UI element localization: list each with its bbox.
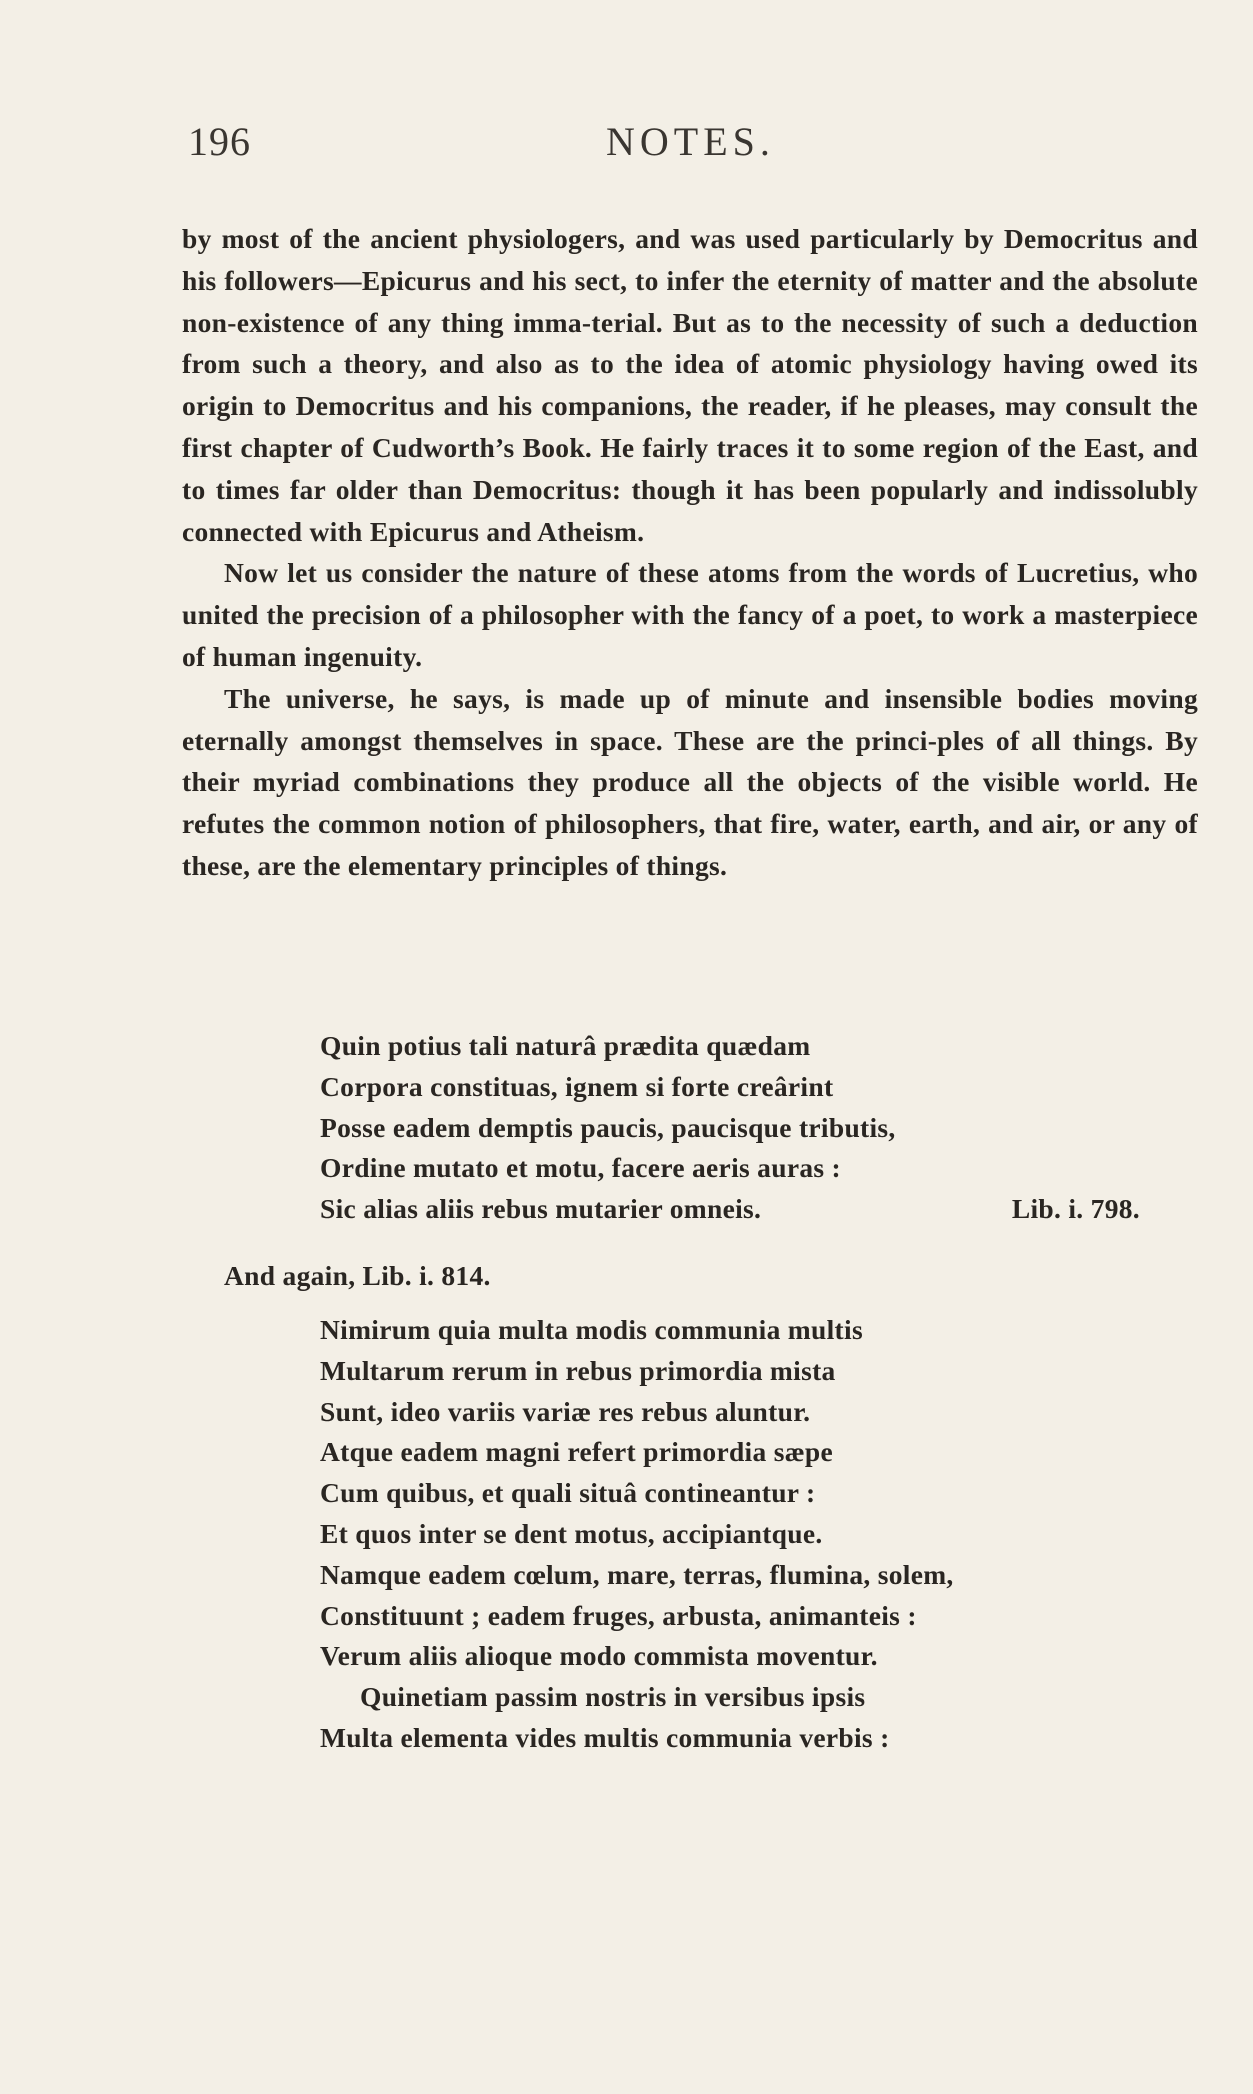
verse-line: Corpora constituas, ignem si forte creârint [320,1070,834,1102]
verse-line: Et quos inter se dent motus, accipiantque. [320,1517,823,1549]
verse-quotation-1 [320,1026,1180,1230]
verse-line: Cum quibus, et quali situâ contineantur : [320,1477,816,1509]
running-head: NOTES. [606,119,775,164]
verse-quotation-2 [320,1310,1180,1759]
verse-line: Sunt, ideo variis variæ res rebus aluntur. [320,1395,811,1427]
verse-line-text: Sic alias aliis rebus mutarier omneis. [320,1193,762,1225]
notes-body [182,218,1198,887]
paragraph-lucretius: Now let us consider the nature of these atoms from the words of Lucretius, who united the precision of a philosopher with the fancy of a poet, to work a masterpiece of human ingenuity. [182,557,1198,672]
page-header [188,118,1158,178]
verse-line: Multa elementa vides multis communia verbis : [320,1721,890,1753]
verse-line: Posse eadem demptis paucis, paucisque tributis, [320,1111,896,1143]
paragraph-universe: The universe, he says, is made up of minute and insensible bodies moving eternally amongst themselves in space. These are the princi-ples of all things. By their myriad combinations they produce all the objects of the visible world. He refutes the common notion of philosophers, that fire, water, earth, and air, or any of these, are the elementary principles of things. [182,682,1198,881]
verse-line: Namque eadem cœlum, mare, terras, flumina, solem, [320,1558,954,1590]
paragraph-continued: by most of the ancient physiologers, and was used particularly by Democritus and his followers—Epicurus and his sect, to infer the eternity of matter and the absolute non-existence of any thing imma-terial. But as to the necessity of such a deduction from such a theory, and also as to the idea of atomic physiology having owed its origin to Democritus and his companions, the reader, if he pleases, may consult the first chapter of Cudworth’s Book. He fairly traces it to some region of the East, and to times far older than Democritus: though it has been popularly and indissolubly connected with Epicurus and Atheism. [182,223,1198,547]
verse-line: Constituunt ; eadem fruges, arbusta, animanteis : [320,1599,917,1631]
page-number: 196 [188,119,251,164]
verse-line: Atque eadem magni refert primordia sæpe [320,1436,833,1468]
verse-line: Multarum rerum in rebus primordia mista [320,1354,836,1386]
verse-line: Nimirum quia multa modis communia multis [320,1314,863,1345]
verse-line: Quin potius tali naturâ prædita quædam [320,1030,811,1061]
verse-line [320,1189,1140,1230]
citation-line: And again, Lib. i. 814. [224,1260,491,1291]
verse-line: Verum aliis alioque modo commista moventur. [320,1640,878,1672]
verse-reference: Lib. i. 798. [1011,1193,1140,1225]
verse-line: Quinetiam passim nostris in versibus ipsis [360,1681,866,1713]
verse-line: Ordine mutato et motu, facere aeris auras : [320,1152,842,1184]
